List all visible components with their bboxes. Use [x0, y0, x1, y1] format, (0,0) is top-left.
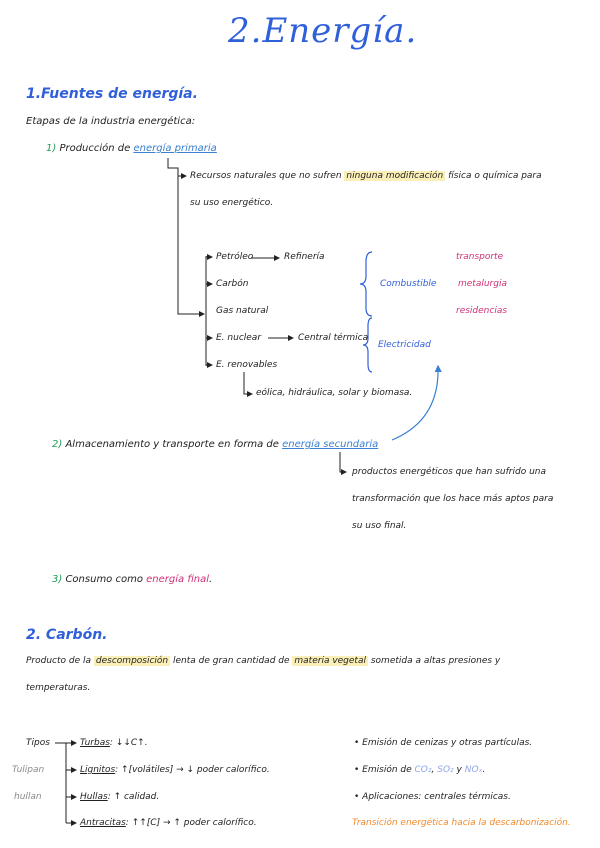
stage2-label: Almacenamiento y transporte en forma de	[65, 439, 279, 450]
source-central: Central térmica	[298, 333, 369, 343]
p1-post: sometida a altas presiones y	[370, 656, 501, 666]
b2-post: .	[482, 765, 486, 775]
source-refineria: Refinería	[284, 252, 325, 262]
gas-co2: CO₂	[414, 765, 432, 775]
gas-so2: SO₂	[437, 765, 454, 775]
stage3-label: Consumo como	[65, 574, 143, 585]
use-residencias: residencias	[456, 306, 508, 316]
source-nuclear: E. nuclear	[216, 333, 262, 343]
stage2-term: energía secundaria	[282, 439, 379, 450]
source-carbon: Carbón	[216, 279, 249, 289]
stage2-def2: transformación que los hace más aptos para	[352, 494, 554, 504]
stage3-num: 3)	[52, 574, 63, 585]
stage1-def	[190, 172, 542, 181]
side-label-tulipan: Tulipan	[12, 765, 45, 775]
tipo-antracitas	[80, 819, 257, 828]
tipo-desc: : ↑[volátiles] → ↓ poder calorífico.	[115, 765, 270, 775]
b2-pre: • Emisión de	[354, 765, 412, 775]
p1-pre: Producto de la	[26, 656, 92, 666]
transition-note: Transición energética hacia la descarbonización.	[352, 818, 571, 828]
tipos-label: Tipos	[26, 738, 50, 748]
bullet-aplicaciones: • Aplicaciones: centrales térmicas.	[354, 792, 511, 802]
source-gas: Gas natural	[216, 306, 269, 316]
p1-highlight1: descomposición	[95, 656, 169, 666]
renovables-list: eólica, hidráulica, solar y biomasa.	[256, 388, 413, 398]
tipo-name: Turbas	[80, 738, 110, 748]
section2-heading: 2. Carbón.	[26, 627, 108, 643]
use-metalurgia: metalurgia	[458, 279, 507, 289]
section2-paragraph-line2: temperaturas.	[26, 683, 91, 693]
stage1-def-line2: su uso energético.	[190, 198, 274, 208]
stage2-line	[52, 440, 378, 450]
p1-mid: lenta de gran cantidad de	[173, 656, 290, 666]
tipo-desc: : ↓↓C↑.	[109, 738, 148, 748]
section1-intro: Etapas de la industria energética:	[26, 116, 196, 127]
stage2-num: 2)	[52, 439, 63, 450]
use-transporte: transporte	[456, 252, 504, 262]
stage1-def-pre: Recursos naturales que no sufren	[190, 171, 342, 181]
tipo-name: Hullas	[80, 792, 108, 802]
source-renovables: E. renovables	[216, 360, 278, 370]
tipo-lignitos	[80, 766, 270, 775]
tipo-turbas	[80, 739, 148, 748]
page-title: 2.Energía.	[228, 11, 418, 51]
bullet-emision-gases: • Emisión de CO₂, SO₂ y NOₓ.	[354, 765, 486, 775]
stage1-term: energía primaria	[133, 143, 217, 154]
section2-paragraph	[26, 657, 500, 666]
tipo-name: Antracitas	[80, 818, 126, 828]
tipo-desc: : ↑↑[C] → ↑ poder calorífico.	[125, 818, 257, 828]
stage1-def-post: física o química para	[448, 171, 542, 181]
side-label-hullan: hullan	[14, 792, 42, 802]
stage3-term: energía final	[146, 574, 210, 585]
source-petroleo: Petróleo	[216, 252, 254, 262]
stage1-line	[46, 144, 217, 154]
gas-nox: NOₓ	[464, 765, 483, 775]
stage2-def3: su uso final.	[352, 521, 407, 531]
tipo-name: Lignitos	[80, 765, 116, 775]
stage1-label: Producción de	[59, 143, 131, 154]
stage1-num: 1)	[46, 143, 57, 154]
tipo-hullas	[80, 793, 159, 802]
p1-highlight2: materia vegetal	[294, 656, 366, 666]
stage3-line	[52, 575, 212, 585]
stage1-def-highlight: ninguna modificación	[346, 171, 444, 181]
stage3-end: .	[209, 574, 213, 585]
electricidad-label: Electricidad	[378, 340, 431, 350]
bullet-emision-cenizas: • Emisión de cenizas y otras partículas.	[354, 738, 533, 748]
section1-heading: 1.Fuentes de energía.	[26, 86, 198, 102]
tipo-desc: : ↑ calidad.	[107, 792, 160, 802]
stage2-def1: productos energéticos que han sufrido una	[352, 467, 546, 477]
combustible-label: Combustible	[380, 279, 437, 289]
b2-and: y	[456, 765, 462, 775]
